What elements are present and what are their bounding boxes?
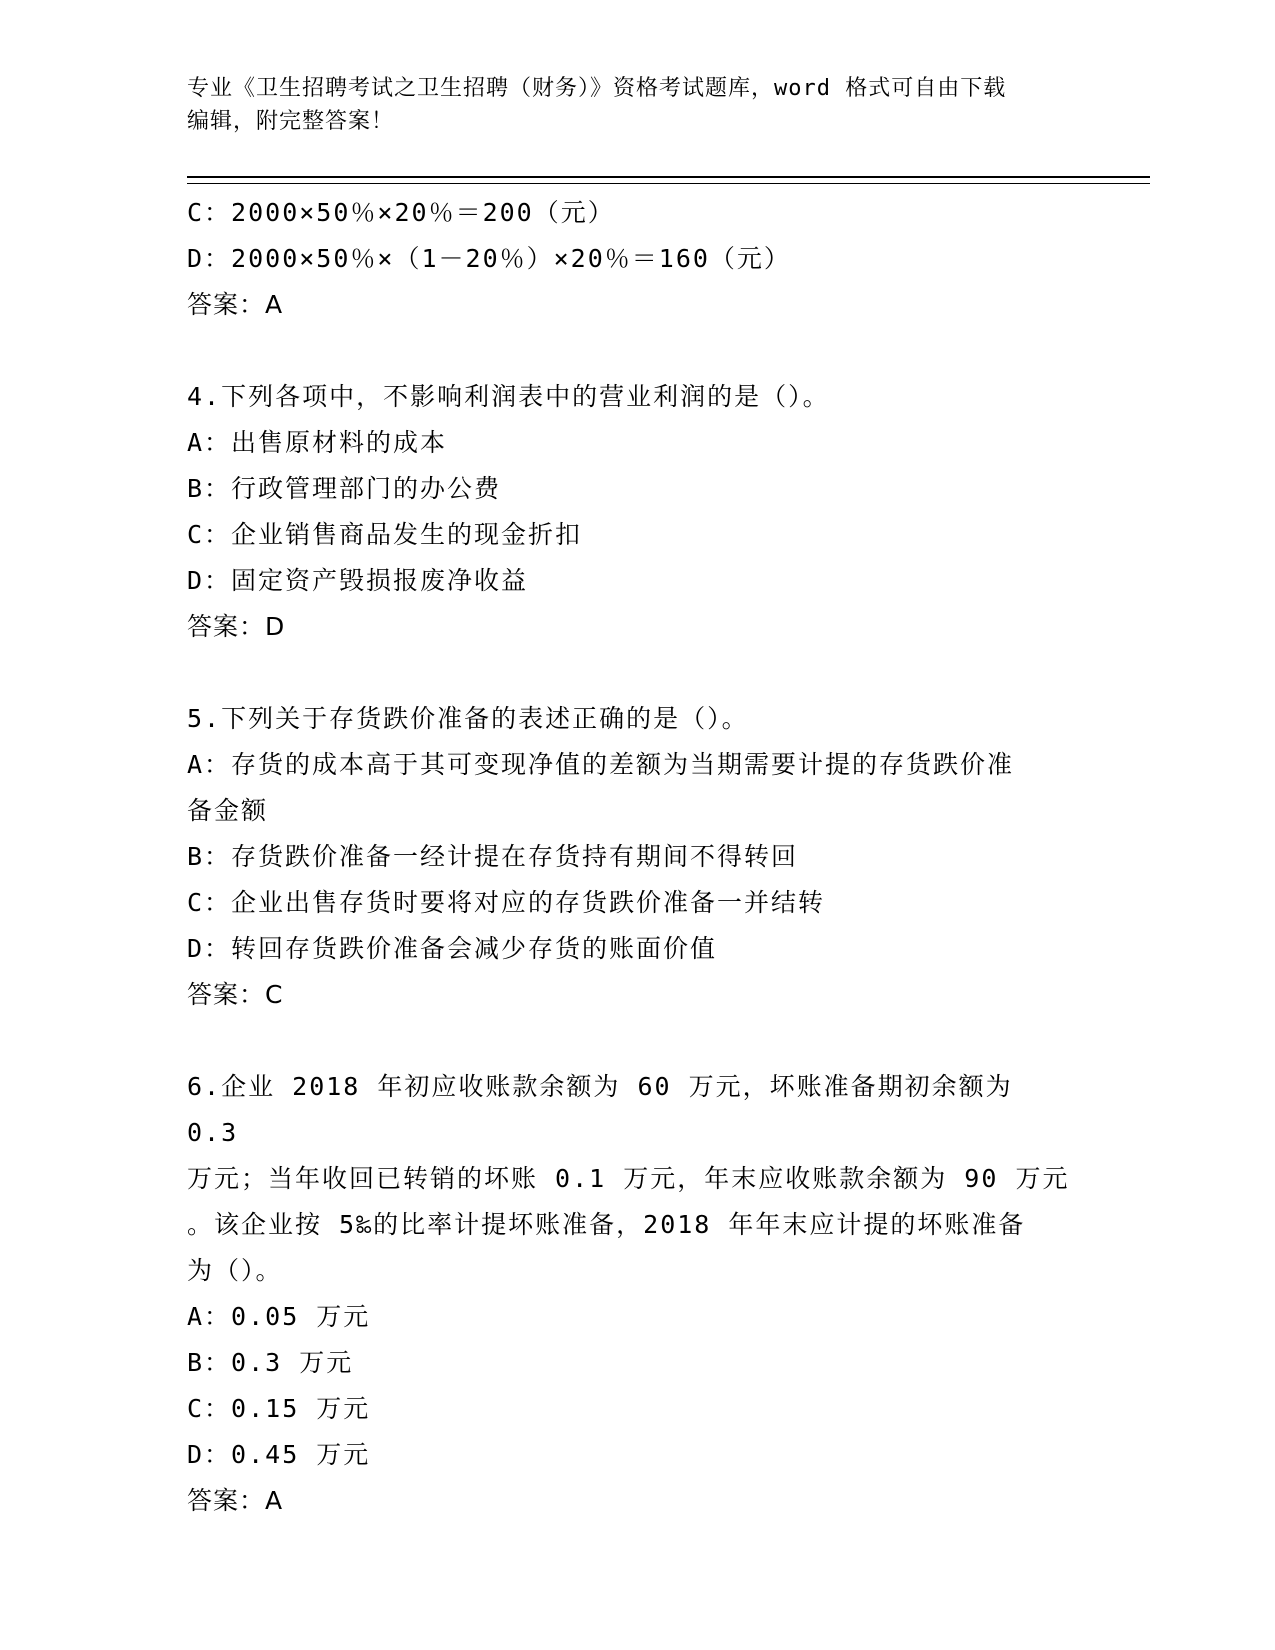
q5-option-a-line-1: A：存货的成本高于其可变现净值的差额为当期需要计提的存货跌价准 [187, 750, 1015, 779]
q3-answer: 答案：A [187, 290, 284, 319]
q6-stem-line-4: 为（）。 [187, 1256, 283, 1285]
q6-answer: 答案：A [187, 1486, 284, 1515]
q3-option-c: C：2000×50％×20％＝200（元） [187, 198, 615, 227]
header-rule-thick [187, 176, 1150, 178]
spacer [187, 328, 1077, 374]
spacer [187, 650, 1077, 696]
q5-option-d: D：转回存货跌价准备会减少存货的账面价值 [187, 934, 718, 963]
q6-option-c: C：0.15 万元 [187, 1394, 371, 1423]
q6-stem-line-3: 。该企业按 5‰的比率计提坏账准备，2018 年年末应计提的坏账准备 [187, 1210, 1026, 1239]
q4-option-c: C：企业销售商品发生的现金折扣 [187, 520, 583, 549]
header-line-2: 编辑，附完整答案！ [187, 109, 395, 134]
q6-option-d: D：0.45 万元 [187, 1440, 371, 1469]
q3-option-d: D：2000×50％×（1－20％）×20％＝160（元） [187, 244, 791, 273]
q4-option-a: A：出售原材料的成本 [187, 428, 448, 457]
q5-option-b: B：存货跌价准备一经计提在存货持有期间不得转回 [187, 842, 799, 871]
q5-option-a-line-2: 备金额 [187, 796, 269, 825]
q4-stem: 4.下列各项中，不影响利润表中的营业利润的是（）。 [187, 382, 830, 411]
header-line-1: 专业《卫生招聘考试之卫生招聘（财务）》资格考试题库，word 格式可自由下载 [187, 76, 1007, 101]
q5-option-c: C：企业出售存货时要将对应的存货跌价准备一并结转 [187, 888, 826, 917]
q6-option-a: A：0.05 万元 [187, 1302, 371, 1331]
q6-option-b: B：0.3 万元 [187, 1348, 354, 1377]
header-rule-thin [187, 183, 1150, 184]
document-header [187, 72, 1087, 138]
q4-option-d: D：固定资产毁损报废净收益 [187, 566, 529, 595]
q4-option-b: B：行政管理部门的办公费 [187, 474, 502, 503]
spacer [187, 1018, 1077, 1064]
q6-stem-line-2: 万元；当年收回已转销的坏账 0.1 万元，年末应收账款余额为 90 万元 [187, 1164, 1070, 1193]
q4-answer: 答案：D [187, 612, 286, 641]
q6-stem-line-1: 6.企业 2018 年初应收账款余额为 60 万元，坏账准备期初余额为 0.3 [187, 1072, 1030, 1147]
q5-stem: 5.下列关于存货跌价准备的表述正确的是（）。 [187, 704, 749, 733]
question-content [187, 190, 1077, 1524]
q5-answer: 答案：C [187, 980, 284, 1009]
